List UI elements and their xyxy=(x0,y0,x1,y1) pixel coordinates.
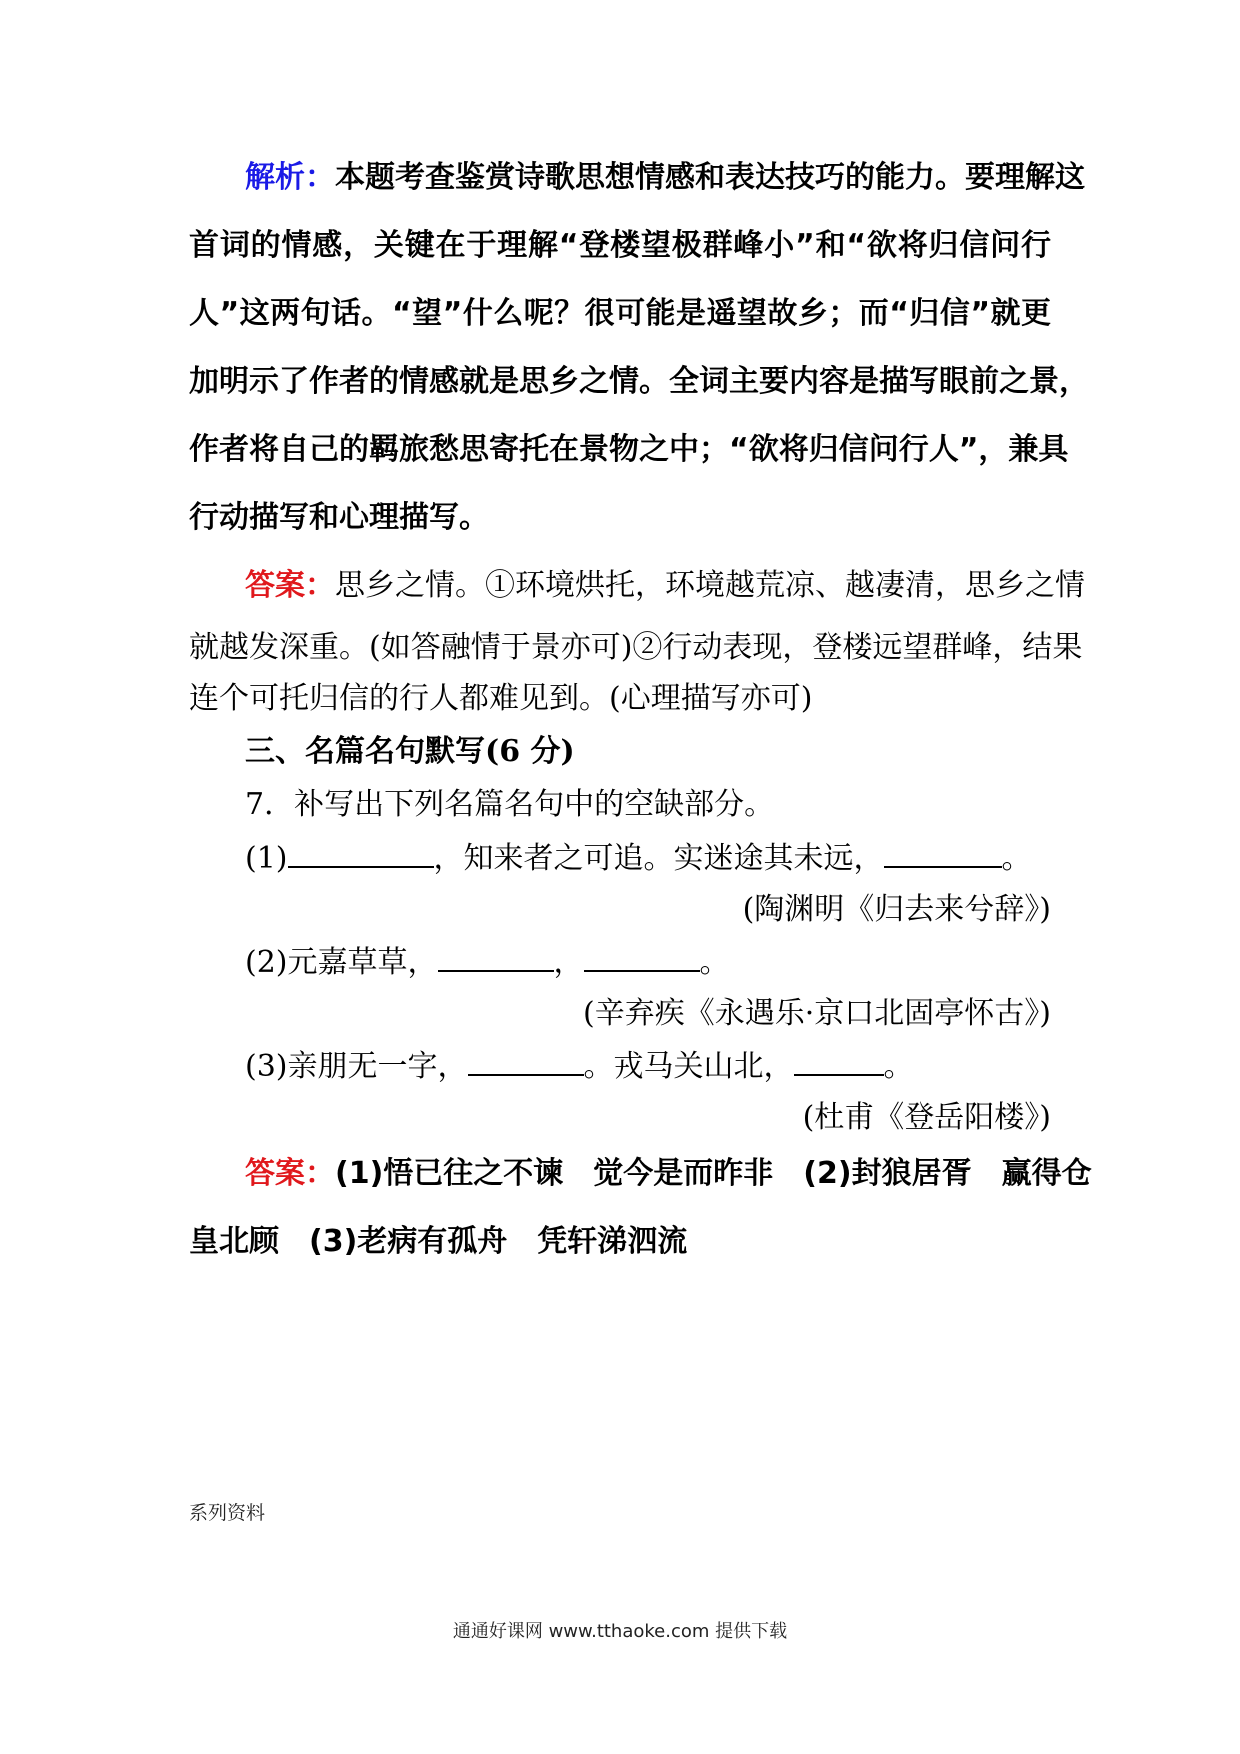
item2-pre: 元嘉草草， xyxy=(287,945,438,980)
answer1-line-3: 连个可托归信的行人都难见到。(心理描写亦可) xyxy=(189,681,813,716)
item2-mid: ， xyxy=(553,945,584,980)
item3-blank-1 xyxy=(468,1046,584,1076)
series-materials-note: 系列资料 xyxy=(189,1502,266,1524)
answer1-text-1: 思乡之情。①环境烘托，环境越荒凉、越凄清，思乡之情 xyxy=(335,568,1085,603)
item2-blank-1 xyxy=(438,942,554,972)
item3-end: 。 xyxy=(883,1049,914,1084)
analysis-line-1 xyxy=(245,158,1085,198)
item1-blank-1 xyxy=(288,838,434,868)
analysis-line-6: 行动描写和心理描写。 xyxy=(189,500,489,535)
analysis-line-5: 作者将自己的羁旅愁思寄托在景物之中；“欲将归信问行人”，兼具 xyxy=(189,432,1069,467)
analysis-label: 解析： xyxy=(245,160,335,195)
answer2-label: 答案： xyxy=(245,1156,335,1191)
analysis-line-4: 加明示了作者的情感就是思乡之情。全词主要内容是描写眼前之景， xyxy=(189,364,1089,399)
answer2-line-2: 皇北顾 (3)老病有孤舟 凭轩涕泗流 xyxy=(189,1224,688,1259)
answer1-line-2: 就越发深重。(如答融情于景亦可)②行动表现，登楼远望群峰，结果 xyxy=(189,630,1083,665)
section-title: 三、名篇名句默写(6 分) xyxy=(245,734,575,769)
item1-source: (陶渊明《归去来兮辞》) xyxy=(742,892,1051,927)
item1-blank-2 xyxy=(884,838,1002,868)
answer2-line-1 xyxy=(245,1154,1092,1194)
analysis-line-3: 人”这两句话。“望”什么呢？很可能是遥望故乡；而“归信”就更 xyxy=(189,296,1051,331)
item2-blank-2 xyxy=(584,942,700,972)
item3-pre: 亲朋无一字， xyxy=(287,1049,468,1084)
answer1-line-1 xyxy=(245,566,1085,606)
analysis-text-1: 本题考查鉴赏诗歌思想情感和表达技巧的能力。要理解这 xyxy=(335,160,1085,195)
question-item-3 xyxy=(245,1046,1051,1087)
question-stem: 7．补写出下列名篇名句中的空缺部分。 xyxy=(245,787,775,822)
item3-blank-2 xyxy=(794,1046,884,1076)
item3-number: (3) xyxy=(245,1049,288,1084)
item2-end: 。 xyxy=(699,945,730,980)
item1-number: (1) xyxy=(245,841,288,876)
item1-end: 。 xyxy=(1001,841,1032,876)
item2-number: (2) xyxy=(245,945,288,980)
item1-mid: ，知来者之可追。实迷途其未远， xyxy=(433,841,884,876)
question-item-2 xyxy=(245,942,1051,983)
item3-source: (杜甫《登岳阳楼》) xyxy=(802,1100,1051,1135)
site-footer: 通通好课网 www.tthaoke.com 提供下载 xyxy=(452,1621,788,1642)
answer2-text-1: (1)悟已往之不谏 觉今是而昨非 (2)封狼居胥 赢得仓 xyxy=(335,1156,1092,1191)
analysis-line-2: 首词的情感，关键在于理解“登楼望极群峰小”和“欲将归信问行 xyxy=(189,228,1051,263)
answer1-label: 答案： xyxy=(245,568,335,603)
question-item-1 xyxy=(245,838,1051,879)
item3-mid: 。戎马关山北， xyxy=(583,1049,794,1084)
item2-source: (辛弃疾《永遇乐·京口北固亭怀古》) xyxy=(583,996,1051,1031)
